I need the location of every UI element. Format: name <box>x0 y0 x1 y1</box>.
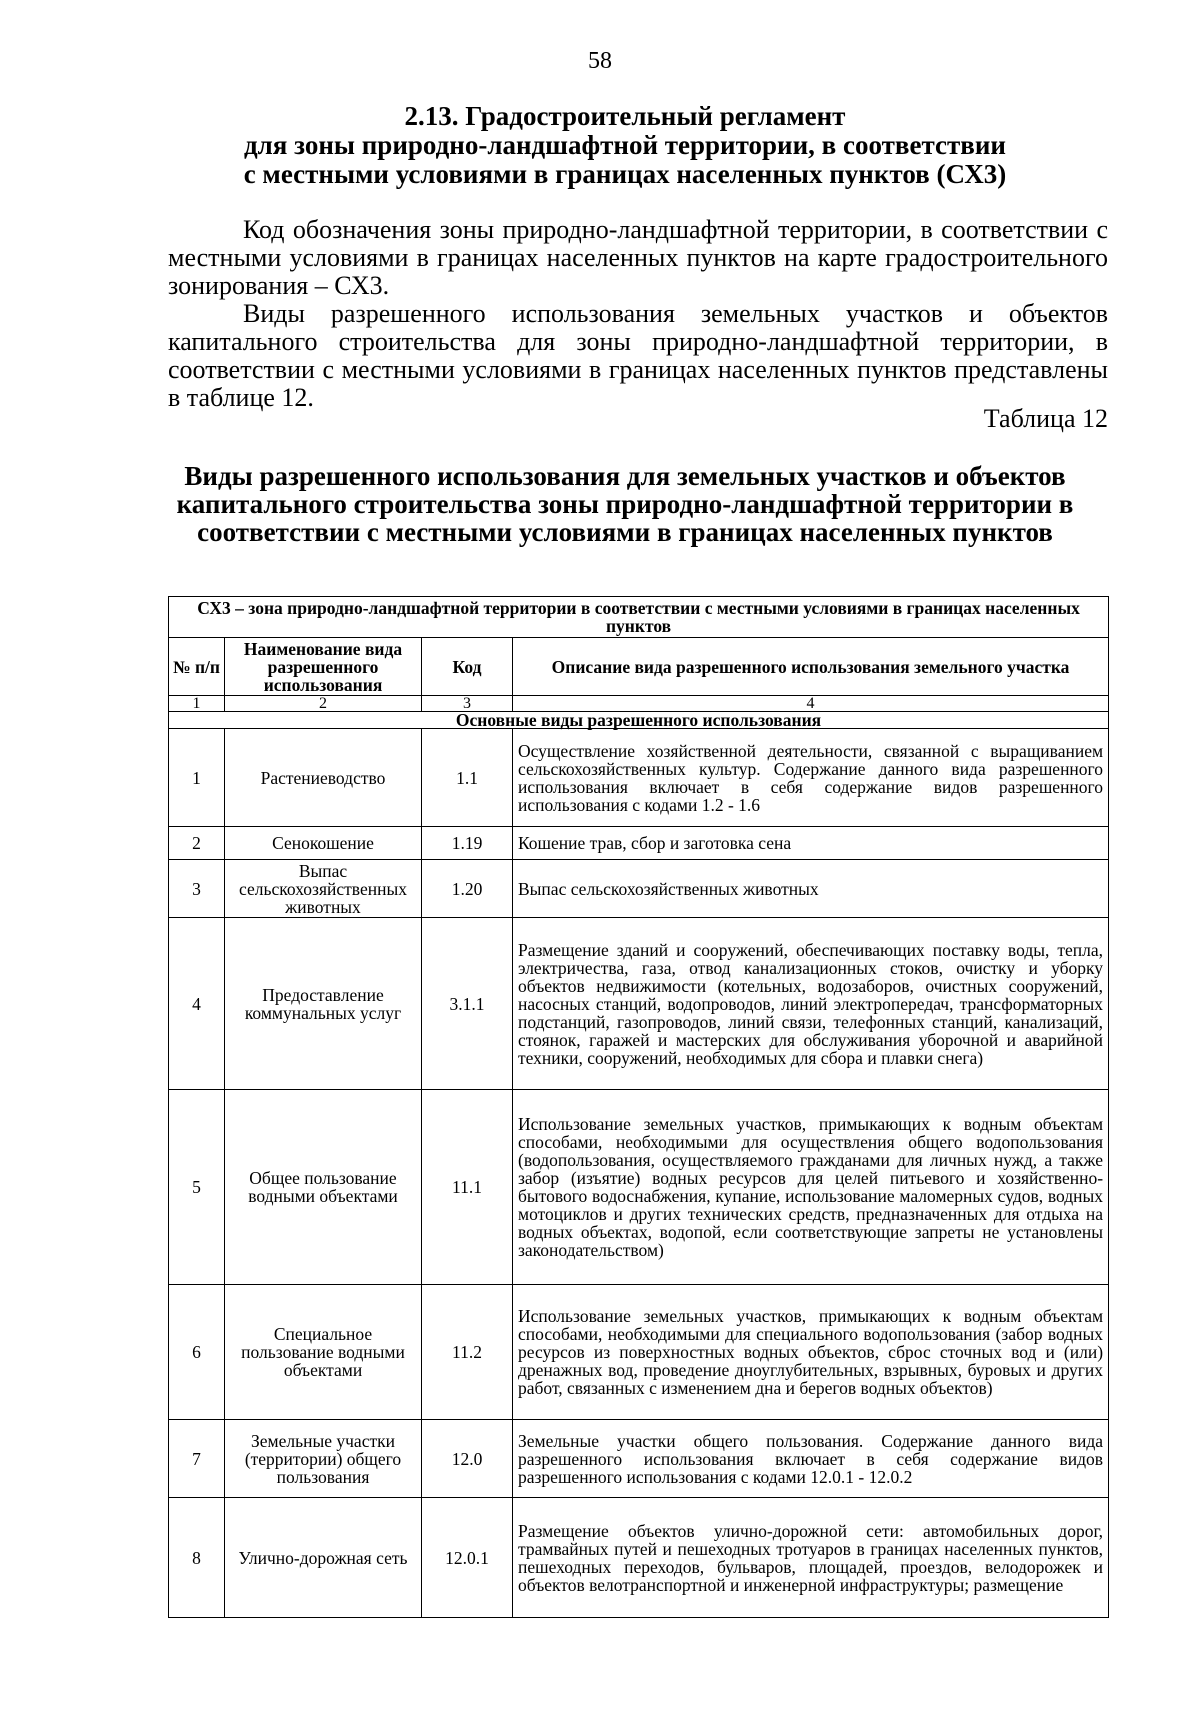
row-code: 1.20 <box>422 860 513 918</box>
row-desc: Использование земельных участков, примыкающих к водным объектам способами, необходимыми для специального водопользования (забор водных ресурсов из поверхностных водных объектов, сброс сточных вод и (или) дренажных вод, проведение дноуглубительных, взрывных, буровых и других работ, связанных с изменением дна и берегов водных объектов) <box>513 1285 1109 1420</box>
row-code: 1.1 <box>422 729 513 827</box>
col-number-3: 3 <box>422 696 513 712</box>
col-number-1: 1 <box>169 696 225 712</box>
header-name: Наименование вида разрешенного использования <box>225 638 422 696</box>
table-label: Таблица 12 <box>983 404 1108 433</box>
zone-header-row <box>169 597 1109 638</box>
row-num: 7 <box>169 1420 225 1498</box>
section-heading <box>160 102 1090 189</box>
row-name: Общее пользование водными объектами <box>225 1090 422 1285</box>
table-row <box>169 1285 1109 1420</box>
row-name: Специальное пользование водными объектами <box>225 1285 422 1420</box>
row-desc: Кошение трав, сбор и заготовка сена <box>513 827 1109 860</box>
row-code: 12.0.1 <box>422 1498 513 1618</box>
row-code: 12.0 <box>422 1420 513 1498</box>
row-desc: Размещение объектов улично-дорожной сети: автомобильных дорог, трамвайных путей и пешеходных тротуаров в границах населенных пунктов, пешеходных переходов, бульваров, площадей, проездов, велодорожек и объектов велотранспортной и инженерной инфраструктуры; размещение <box>513 1498 1109 1618</box>
header-desc: Описание вида разрешенного использования земельного участка <box>513 638 1109 696</box>
row-num: 6 <box>169 1285 225 1420</box>
col-number-2: 2 <box>225 696 422 712</box>
row-name: Сенокошение <box>225 827 422 860</box>
row-code: 3.1.1 <box>422 918 513 1090</box>
section-row <box>169 712 1109 729</box>
col-number-4: 4 <box>513 696 1109 712</box>
table-row <box>169 860 1109 918</box>
intro-text <box>168 216 1108 412</box>
row-num: 8 <box>169 1498 225 1618</box>
row-code: 1.19 <box>422 827 513 860</box>
row-name: Улично-дорожная сеть <box>225 1498 422 1618</box>
table-row <box>169 1420 1109 1498</box>
table-row <box>169 827 1109 860</box>
row-num: 1 <box>169 729 225 827</box>
row-desc: Выпас сельскохозяйственных животных <box>513 860 1109 918</box>
row-name: Растениеводство <box>225 729 422 827</box>
intro-paragraph-1: Код обозначения зоны природно-ландшафтной территории, в соответствии с местными условиями в границах населенных пунктов на карте градостроительного зонирования – СХ3. <box>168 215 1108 300</box>
table-row <box>169 918 1109 1090</box>
row-desc: Использование земельных участков, примыкающих к водным объектам способами, необходимыми для осуществления общего водопользования (водопользования, осуществляемого гражданами для личных нужд, а также забор (изъятие) водных ресурсов для целей питьевого и хозяйственно-бытового водоснабжения, купание, использование маломерных судов, водных мотоциклов и других технических средств, предназначенных для отдыха на водных объектах, водопой, если соответствующие запреты не установлены законодательством) <box>513 1090 1109 1285</box>
row-num: 2 <box>169 827 225 860</box>
row-desc: Осуществление хозяйственной деятельности, связанной с выращиванием сельскохозяйственных культур. Содержание данного вида разрешенного использования включает в себя содержание видов разрешенного использования с кодами 1.2 - 1.6 <box>513 729 1109 827</box>
header-code: Код <box>422 638 513 696</box>
zone-header-cell: СХ3 – зона природно-ландшафтной территории в соответствии с местными условиями в границах населенных пунктов <box>169 597 1109 638</box>
intro-paragraph-2: Виды разрешенного использования земельных участков и объектов капитального строительства для зоны природно-ландшафтной территории, в соответствии с местными условиями в границах населенных пунктов представлены в таблице 12. <box>168 299 1108 412</box>
section-title: Основные виды разрешенного использования <box>169 712 1109 729</box>
heading-line-3: с местными условиями в границах населенных пунктов (СХ3) <box>243 159 1007 189</box>
row-name: Земельные участки (территории) общего пользования <box>225 1420 422 1498</box>
column-header-row <box>169 638 1109 696</box>
header-num: № п/п <box>169 638 225 696</box>
row-desc: Размещение зданий и сооружений, обеспечивающих поставку воды, тепла, электричества, газа, отвод канализационных стоков, очистку и уборку объектов недвижимости (котельных, водозаборов, очистных сооружений, насосных станций, водопроводов, линий электропередач, трансформаторных подстанций, газопроводов, линий связи, телефонных станций, канализаций, стоянок, гаражей и мастерских для обслуживания уборочной и аварийной техники, сооружений, необходимых для сбора и плавки снега) <box>513 918 1109 1090</box>
row-num: 3 <box>169 860 225 918</box>
row-num: 5 <box>169 1090 225 1285</box>
page-number: 58 <box>588 48 612 74</box>
row-num: 4 <box>169 918 225 1090</box>
permitted-use-table <box>168 596 1109 1618</box>
table-row <box>169 729 1109 827</box>
row-desc: Земельные участки общего пользования. Содержание данного вида разрешенного использования включает в себя содержание видов разрешенного использования с кодами 12.0.1 - 12.0.2 <box>513 1420 1109 1498</box>
heading-line-1: 2.13. Градостроительный регламент <box>404 101 846 131</box>
heading-line-2: для зоны природно-ландшафтной территории, в соответствии <box>244 130 1006 160</box>
table-title: Виды разрешенного использования для земельных участков и объектов капитального строительства зоны природно-ландшафтной территории в соответствии с местными условиями в границах населенных пунктов <box>176 461 1074 547</box>
row-name: Предоставление коммунальных услуг <box>225 918 422 1090</box>
table-row <box>169 1498 1109 1618</box>
row-code: 11.1 <box>422 1090 513 1285</box>
row-code: 11.2 <box>422 1285 513 1420</box>
row-name: Выпас сельскохозяйственных животных <box>225 860 422 918</box>
table-row <box>169 1090 1109 1285</box>
